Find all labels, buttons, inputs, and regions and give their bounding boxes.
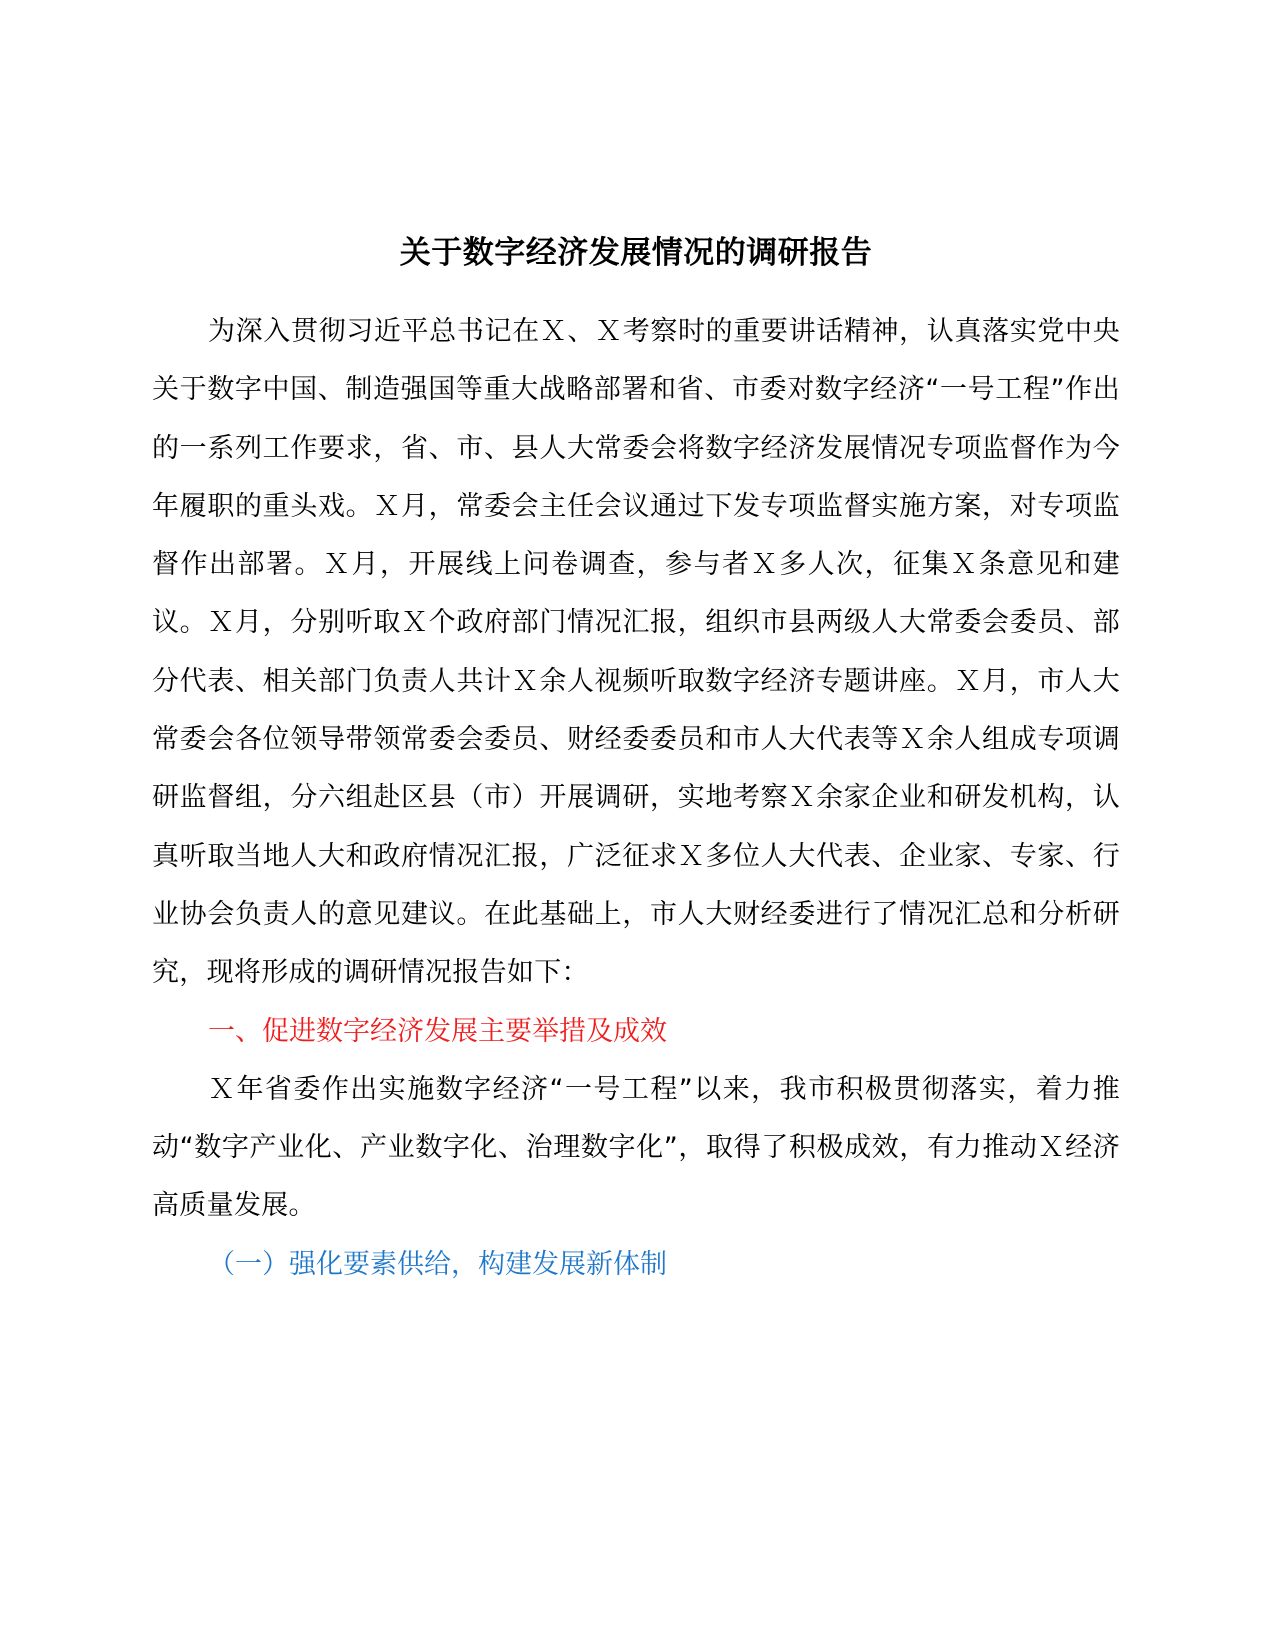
subsection-heading: （一）强化要素供给，构建发展新体制 [208, 1248, 667, 1280]
intro-paragraph: 为深入贯彻习近平总书记在Ｘ、Ｘ考察时的重要讲话精神，认真落实党中央关于数字中国、制造强国等重大战略部署和省、市委对数字经济“一号工程”作出的一系列工作要求，省、市、县人大常委会将数字经济发展情况专项监督作为今年履职的重头戏。Ｘ月，常委会主任会议通过下发专项监督实施方案，对专项监督作出部署。Ｘ月，开展线上问卷调查，参与者Ｘ多人次，征集Ｘ条意见和建议。Ｘ月，分别听取Ｘ个政府部门情况汇报，组织市县两级人大常委会委员、部分代表、相关部门负责人共计Ｘ余人视频听取数字经济专题讲座。Ｘ月，市人大常委会各位领导带领常委会委员、财经委委员和市人大代表等Ｘ余人组成专项调研监督组，分六组赴区县（市）开展调研，实地考察Ｘ余家企业和研发机构，认真听取当地人大和政府情况汇报，广泛征求Ｘ多位人大代表、企业家、专家、行业协会负责人的意见建议。在此基础上，市人大财经委进行了情况汇总和分析研究，现将形成的调研情况报告如下： [152, 316, 1120, 989]
document-title: 关于数字经济发展情况的调研报告 [399, 235, 873, 271]
document-page [152, 225, 1120, 1294]
section-paragraph: Ｘ年省委作出实施数字经济“一号工程”以来，我市积极贯彻落实，着力推动“数字产业化、产业数字化、治理数字化”，取得了积极成效，有力推动Ｘ经济高质量发展。 [152, 1073, 1120, 1222]
section-heading: 一、促进数字经济发展主要举措及成效 [208, 1015, 667, 1047]
